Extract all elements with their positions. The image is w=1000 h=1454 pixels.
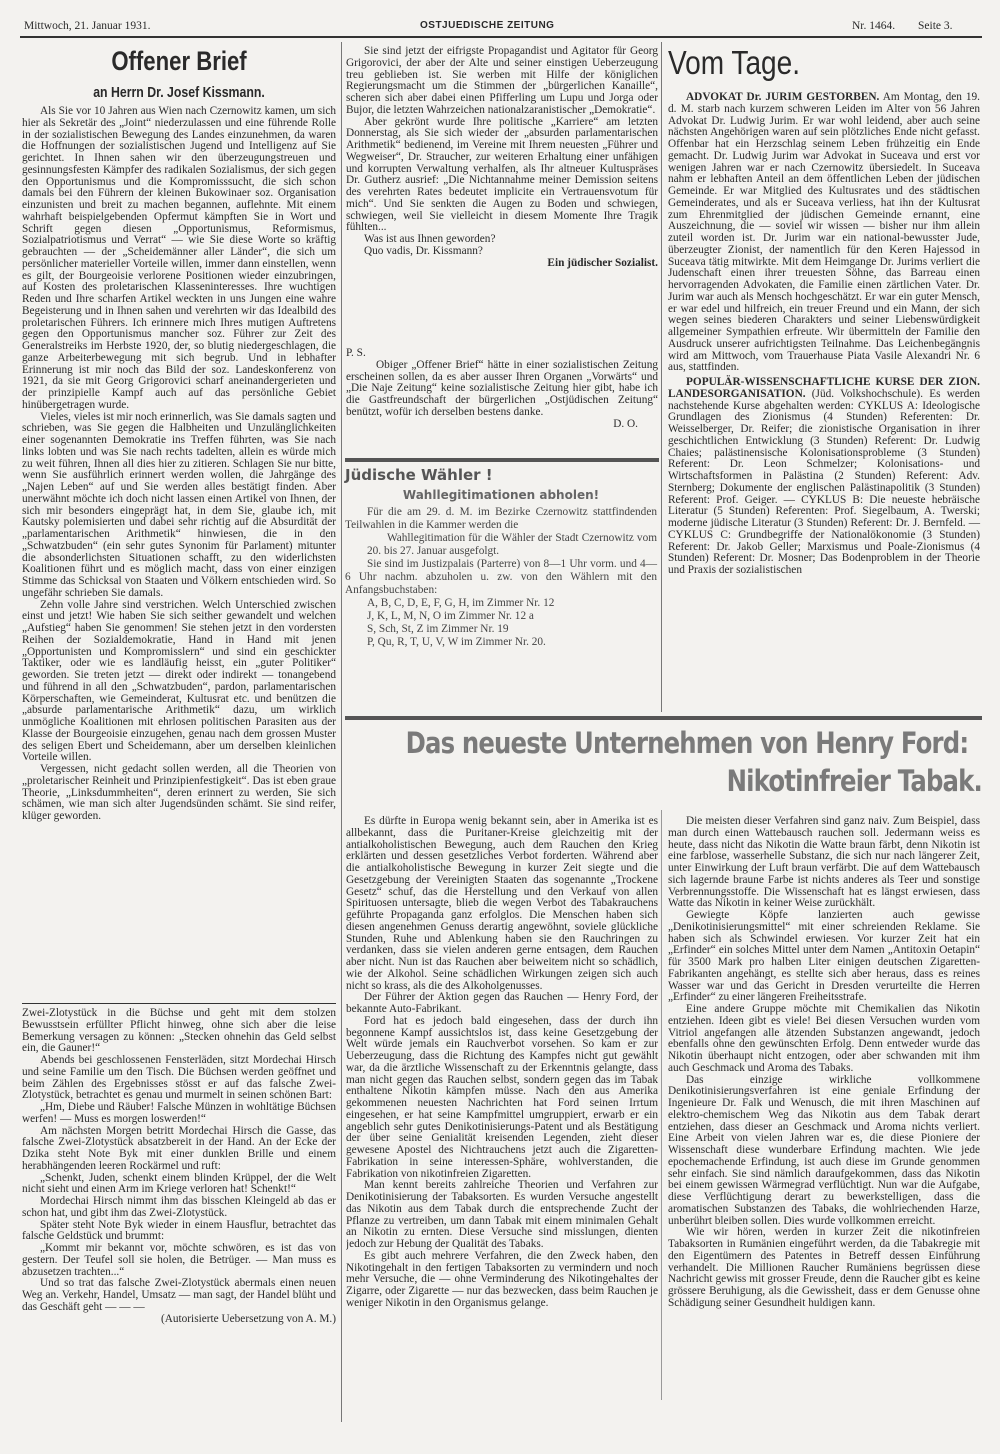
- paragraph: Abends bei geschlossenen Fensterläden, sitzt Mordechai Hirsch und seine Familie um den Tisch. Die Büchsen werden geöffnet und beim Zählen des Ergebnisses stösst er auf das falsche Zwei-Zlotystück, betrachtet es genau und murmelt in seinen schönen Bart:: [22, 1054, 336, 1102]
- paragraph: Es dürfte in Europa wenig bekannt sein, aber in Amerika ist es allbekannt, dass die Puritaner-Kreise gleichzeitig mit der antialkoholistischen Bewegung, auch dem Rauchen den Krieg erklärten und dessen gesetzliches Verbot forderten. Während aber die antialkoholistische Bewegung in kurzer Zeit siegte und die Gesetzgebung der Vereinigten Staaten das sogenannte „Trockene Gesetz“ schuf, das die Herstellung und den Verkauf von allen Spirituosen untersagte, blieb die wegen Verbot des Tabakrauchens geführte Propaganda ganz erfolglos. Die Menschen haben sich diesen angenehmen Genuss derartig angewöhnt, soviele glückliche Stunden, Ruhe und Ablenkung haben sie den Rauchringen zu verdanken, dass sie vielen anderen gerne entsagen, dem Rauchen aber nicht. Nun ist das Rauchen aber beiweitem nicht so schädlich, wie der Alkohol. Seine schädlichen Wirkungen zeigen sich auch nicht so krass, als die des Alkoholgenusses.: [346, 816, 658, 992]
- paragraph: Was ist aus Ihnen geworden?: [364, 233, 496, 245]
- paragraph: Der Führer der Aktion gegen das Rauchen — Henry Ford, der bekannte Auto-Fabrikant.: [346, 991, 658, 1015]
- room-assignment: J, K, L, M, N, O im Zimmer Nr. 12 a: [367, 610, 534, 622]
- ps-text: Obiger „Offener Brief“ hätte in einer sozialistischen Zeitung erscheinen sollen, da es aber ausser Ihren Organen „Vorwärts“ und „Die Naje Zeitung“ keine sozialistische Zeitung hier gibt, habe ich die Gastfreundschaft der bürgerlichen „Ostjüdischen Zeitung“ benützt, wofür ich derselben bestens danke.: [346, 358, 658, 418]
- ford-headline-line1: [352, 726, 982, 760]
- paragraph: Mordechai Hirsch nimmt ihm das bisschen Kleingeld ab das er schon hat, und gibt ihm das Zwei-Zlotystück.: [22, 1195, 336, 1219]
- ps-label: P. S.: [346, 348, 366, 359]
- news-item-obituary: [668, 92, 980, 374]
- section-rule: [345, 458, 659, 462]
- ford-headline-line2: [352, 764, 982, 798]
- paragraph: Und so trat das falsche Zwei-Zlotystück abermals einen neuen Weg an. Verkehr, Handel, Umsatz — man sagt, der Handel blüht und das Geschäft geht — — —: [22, 1277, 336, 1313]
- paragraph: Zwei-Zlotystück in die Büchse und geht mit dem stolzen Bewusstsein erfüllter Pflicht hinweg, ohne sich aber die leise Bemerkung versagen zu können: „Stecken ohnehin das Geld selbst ein, die Gauner!“: [22, 1008, 336, 1055]
- translation-credit: (Autorisierte Uebersetzung von A. M.): [160, 1312, 336, 1325]
- paragraph: Als Sie vor 10 Jahren aus Wien nach Czernowitz kamen, um sich hier als Sekretär des „Joint“ niederzulassen und eine führende Rolle in der sozialistischen Bewegung des Landes einzunehmen, da waren die Hoffnungen der sozialistischen Jugend und Intelligenz auf Sie gerichtet. In Ihnen sahen wir den überzeugungstreuen und gesinnungsfesten Kämpfer des radikalen Sozialismus, der sich gegen den Opportunismus und die Kompromisssucht, die sich schon damals bei den Führern der kleinen Bukowinaer soz. Organisation einzunisten und breit zu machen begannen, auflehnte. Mit einem wahrhaft beispielgebenden Opfermut kämpften Sie in Wort und Schrift gegen diesen „Opportunismus, Reformismus, Sozialpatriotismus und Verrat“ — wie Sie diese Worte so kräftig gebrauchten — der „Scheidemänner aller Länder“, die sich um persönlicher materieller Vorteile willen, immer dann einstellen, wenn es gilt, der Bourgeoisie verlorene Positionen wieder einzubringen, auf Kosten des proletarischen Klasseninteresses. Ihre wuchtigen Reden und Ihre scharfen Artikel weckten in uns Jungen eine wahre Begeisterung und in Ihnen sahen und verehrten wir das Idealbild des proletarischen Führers. Ich erinnere mich Ihres mutigen Auftretens gegen den Opportunismus mancher soz. Führer zur Zeit des Generalstreiks im Herbste 1920, der, so blutig niedergeschlagen, die ganze Arbeiterbewegung mit sich begrub. Und in lebhafter Erinnerung ist mir noch das Bild der soz. Landeskonferenz von 1921, da sie mit Georg Grigorovici scharf aneinandergerieten und der prinzipielle Kampf auch auf das persönliche Gebiet hinübergetragen wurde.: [22, 106, 336, 411]
- news-text: (Jüd. Volkshochschule). Es werden nachstehende Kurse abgehalten werden: CYKLUS A: Ideologische Grundlagen des Zionismus (4 Stunden) Referenten: Dr. Weisselberger, Dr. Reifer; die zionistische Organisation in ihrer geschichtlichen Entwicklung (3 Stunden) Referent: Dr. Ludwig Chaies; palästinensische Kolonisationsprobleme (3 Stunden) Referent: Dr. Leon Schmelzer; Kolonisations- und Wirtschaftsformen in Palästina (2 Stunden) Referent: Adv. Sternberg; Dokumente der englischen Palästinapolitik (3 Stunden) Referent: Prof. Geiger. — CYKLUS B: Die neueste hebräische Literatur (5 Stunden) Referenten: Prof. Siegelbaum, A. Twerski; moderne jüdische Literatur (3 Stunden) Referent: Dr. J. Bernfeld. — CYKLUS C: Grundbegriffe der Nationalökonomie (3 Stunden) Referent: Dr. Jakob Geller; Marxismus und Poale-Zionismus (4 Stunden) Referent: Dr. Mosner; Das Bodenproblem in der Theorie und Praxis der sozialistischen: [668, 387, 980, 576]
- room-assignment: P, Qu, R, T, U, V, W im Zimmer Nr. 20.: [367, 636, 546, 648]
- room-assignment: S, Sch, St, Z im Zimmer Nr. 19: [367, 623, 509, 635]
- room-assignment: A, B, C, D, E, F, G, H, im Zimmer Nr. 12: [367, 597, 555, 609]
- ford-article-right: [668, 816, 980, 1401]
- letter-postscript: [346, 348, 658, 456]
- page-number: Seite 3.: [918, 20, 953, 32]
- letter-body-middle: [346, 46, 658, 346]
- paragraph: „Kommt mir bekannt vor, möchte schwören, es ist das von gestern. Der Teufel soll sie holen, die Betrüger. — Man muss es abzusetzen trachten...“: [22, 1242, 336, 1278]
- news-text: Am Montag, den 19. d. M. starb nach kurzem schweren Leiden im Alter von 56 Jahren Advokat Dr. Ludwig Jurim. Er war wohl leidend, aber auch seine nächsten Angehörigen waren auf sein plötzliches Ende nicht gefasst. Offenbar hat ein Herzschlag seinem Leben frühzeitig ein Ende gemacht. Dr. Ludwig Jurim war Advokat in Suceava und erst vor wenigen Jahren war er nach Czernowitz übersiedelt. In Suceava nahm er lebhaften Anteil an dem öffentlichen Leben der jüdischen Gemeinde. Er war Mitglied des Kultusrates und des städtischen Gemeinderates, und als er Suceava verliess, hat ihn der Kultusrat zum Ehrenmitglied der jüdischen Gemeinde ernannt, eine Auszeichnung, die — soviel wir wissen — bisher nur ihm allein zuteil worden ist. Dr. Jurim war ein national-bewusster Jude, überzeugter Zionist, der namentlich für den Keren Hajessod in Suceava tätig mitwirkte. Mit dem Heimgange Dr. Jurims verliert die Judenschaft einen ihrer treuesten Söhne, das Barreau einen hervorragenden Advokaten, die Familie einen zärtlichen Vater. Dr. Jurim war auch als Mensch hochgeschätzt. Er war ein guter Mensch, er war edel und hilfreich, ein treuer Freund und ein Mann, der sich wegen seines biederen Charakters und seiner Liebenswürdigkeit allgemeiner Sympathien erfreute. Wir übermitteln der Familie den Ausdruck unserer aufrichtigsten Teilnahme. Das Leichenbegängnis wird am Mittwoch, vom Trauerhause Piata Vasile Alexandri Nr. 6 aus, stattfinden.: [668, 91, 980, 374]
- notice-text: Wahllegitimation für die Wähler der Stadt Czernowitz vom 20. bis 27. Januar ausgefolgt.: [367, 532, 657, 557]
- paragraph: Man kennt bereits zahlreiche Theorien und Verfahren zur Denikotinisierung der Tabaksorten. Es wurden Versuche angestellt das Nikotin aus dem Tabak durch die entsprechende Zucht der Pflanze zu vertreiben, um dann Tabak mit einem minimalen Gehalt an Nikotin zu ernten. Diese Versuche sind misslungen, dienten jedoch zur Hebung der Qualität des Tabaks.: [346, 1179, 658, 1250]
- section-rule: [22, 1003, 336, 1004]
- paragraph: Wie wir hören, werden in kurzer Zeit die nikotinfreien Tabaksorten in Rumänien eingeführt werden, da die Tabakregie mit den Eigentümern des Patentes in Betreff dessen Einführung verhandelt. Die Millionen Raucher Rumäniens begrüssen diese Nachricht gewiss mit grosser Freude, denn die Raucher gibt es keine grössere Beruhigung, als die Gewissheit, dass er dem Genusse ohne Schädigung seiner Gesundheit huldigen kann.: [668, 1226, 980, 1309]
- header-rule: [20, 36, 982, 38]
- voter-notice: [345, 466, 657, 712]
- paragraph: Am nächsten Morgen betritt Mordechai Hirsch die Gasse, das falsche Zwei-Zlotystück absatzbereit in der Hand. An der Ecke der Dzika steht Note Byk mit einer dunklen Brille und einem herabhängenden leeren Rockärmel und ruft:: [22, 1124, 336, 1172]
- news-lead: POPULÄR-WISSENSCHAFTLICHE KURSE DER ZION. LANDESORGANISATION.: [668, 376, 980, 400]
- paragraph: Ford hat es jedoch bald eingesehen, dass der durch ihn begonnene Kampf aussichtslos ist, dass keine Gesetzgebung der Welt würde jemals ein Rauchverbot vorsehen. So kam er zur Ueberzeugung, dass die Richtung des Kampfes nicht gut gewählt war, da die ärztliche Wissenschaft zu der Erkenntnis gelangte, dass man nicht gegen das Rauchen selbst, sondern gegen das im Tabak enthaltene Nikotin kämpfen müsse. Nach den aus Amerika gekommenen neuesten Nachrichten hat Ford seinen Irrtum eingesehen, er hat seine Kampfmittel umgruppiert, erwarb er ein angeblich sehr gutes Denikotinisierungs-Patent und als Bestätigung der über seine Genialität kreisenden Legenden, zieht dieser gewesene Apostel des Nichtrauchens jetzt auch die Zigaretten-Fabrikation in seine interessen-Sphäre, wohlverstanden, die Fabrikation von nikotinfreien Zigaretten.: [346, 1014, 658, 1180]
- paragraph: Gewiegte Köpfe lanzierten auch gewisse „Denikotinisierungsmittel“ mit einer schreienden Reklame. Sie haben sich als Schwindel erwiesen. Vor kurzer Zeit hat ein „Erfinder“ ein solches Mittel unter dem Namen „Antitoxin Oetapin“ für 3500 Mark pro halben Liter einigen deutschen Zigaretten-Fabrikanten angehängt, es stellte sich aber heraus, dass es reines Wasser war und das Gericht in Dresden verurteilte die Herren „Erfinder“ zu einer längeren Freiheitsstrafe.: [668, 909, 980, 1004]
- newspaper-name: OSTJUEDISCHE ZEITUNG: [420, 20, 555, 31]
- ford-article-left: [346, 816, 658, 1401]
- news-item-courses: [668, 377, 980, 577]
- notice-text: Für die am 29. d. M. im Bezirke Czernowitz stattfindenden Teilwahlen in die Kammer werden die: [345, 506, 657, 531]
- paragraph: Quo vadis, Dr. Kissmann?: [364, 244, 483, 257]
- news-column: [668, 92, 980, 580]
- section-rule: [345, 716, 982, 720]
- headline-text: Nikotinfreier Tabak.: [726, 764, 982, 798]
- issue-number: Nr. 1464.: [852, 20, 896, 32]
- paragraph: Später steht Note Byk wieder in einem Hausflur, betrachtet das falsche Geldstück und brummt:: [22, 1218, 336, 1243]
- paragraph: „Schenkt, Juden, schenkt einem blinden Krüppel, der die Welt nicht sieht und einen Arm im Kriege verloren hat! Schenkt!“: [22, 1171, 336, 1196]
- notice-text: Sie sind im Justizpalais (Parterre) von 8—1 Uhr vorm. und 4—6 Uhr nachm. abzuholen u. zw. von den Wählern mit den Anfangsbuchstaben:: [345, 558, 657, 596]
- letter-subtitle: an Herrn Dr. Josef Kissmann.: [93, 84, 265, 101]
- paragraph: Das einzige wirkliche vollkommene Denikotinisierungsverfahren ist eine geniale Erfindung der Ingenieure Dr. Falk und Wenusch, die mit ihren Maschinen auf elektro-chemischem Weg das Nikotin aus dem Tabak derart entziehen, dass dieser an Geschmack und Aroma nichts verliert. Eine Arbeit von vielen Jahren war es, die diese Pioniere der Wissenschaft diese wunderbare Erfindung machten. Wie jede epochemachende Erfindung, ist auch diese im Grunde genommen sehr einfach. Sie sind nämlich daraufgekommen, dass das Nikotin bei einem gewissen Wärmegrad verflüchtigt. Nun war die Aufgabe, diese Verflüchtigung derart zu bewerkstelligen, dass die aromatischen Substanzen des Tabaks, die wohlriechenden Harze, unberührt bleiben sollen. Dies wurde vollkommen erreicht.: [668, 1073, 980, 1227]
- paragraph: „Hm, Diebe und Räuber! Falsche Münzen in wohltätige Büchsen werfen! — Muss es morgen loswerden!“: [22, 1101, 336, 1125]
- column-rule: [341, 42, 342, 1422]
- letter-signature: Ein jüdischer Sozialist.: [547, 256, 658, 269]
- letter-title: Offener Brief: [111, 46, 247, 76]
- issue-date: Mittwoch, 21. Januar 1931.: [24, 20, 151, 32]
- news-lead: ADVOKAT Dr. JURIM GESTORBEN.: [686, 91, 880, 103]
- news-section-title: Vom Tage.: [668, 44, 801, 81]
- letter-body-left: [22, 106, 336, 1001]
- paragraph: Zehn volle Jahre sind verstrichen. Welch Unterschied zwischen einst und jetzt! Wie haben Sie sich seither gewandelt und welchen „Aufstieg“ haben Sie genommen! Sie stehen jetzt in den vordersten Reihen der Sozialdemokratie, Hand in Hand mit jenen „Opportunisten und Kompromisslern“ und sind ein geschickter Taktiker, oder wie es landläufig heisst, ein „guter Politiker“ geworden. Sie treten jetzt — direkt oder indirekt — tonangebend und führend in all den „Schwatzbuden“, pardon, parlamentarischen Körperschaften, wie Gemeinderat, Kultusrat etc. und benützen die „absurde parlamentarische Arithmetik“ dazu, um wirklich unmögliche Koalitionen mit ehrlosen politischen Parasiten aus der Klasse der Bourgeoisie einzugehen, genau nach dem grossen Muster des seligen Ebert und Scheidemann, aber um derselben kleinlichen Vorteile willen.: [22, 598, 336, 764]
- column-rule: [661, 810, 662, 1400]
- ps-signature: D. O.: [613, 417, 638, 430]
- paragraph: Es gibt auch mehrere Verfahren, die den Zweck haben, den Nikotingehalt in den fertigen Tabaksorten zu vermindern und noch mehr Versuche, die — ohne Verminderung des Nikotingehaltes der Zigarre, oder Zigarette — nur das bezwecken, dass beim Rauchen je weniger Nikotin in den Organismus gelange.: [346, 1249, 658, 1309]
- paragraph: Eine andere Gruppe möchte mit Chemikalien das Nikotin entziehen. Ideen gibt es viele! Bei diesen Versuchen wurden vom Vitriol angefangen alle ätzenden Substanzen angewandt, jedoch ebenfalls ohne den gewünschten Erfolg. Denn entweder wurde das Nikotin überhaupt nicht entzogen, oder aber schwanden mit ihm auch Geschmack und Aroma des Tabaks.: [668, 1003, 980, 1074]
- notice-subtitle: Wahllegitimationen abholen!: [402, 488, 600, 502]
- paragraph: Sie sind jetzt der eifrigste Propagandist und Agitator für Georg Grigorovici, der aber der Alte und seiner einstigen Ueberzeugung treu geblieben ist. Sie werben mit Hilfe der königlichen Regierungsmacht um die Stimmen der „bürgerlichen Kanaille“, scheren sich aber dabei einen Pfifferling um Lupu und Jorga oder Bujor, die letzten Wahrzeichen nationalzaranistischer „Demokratie“.: [346, 46, 658, 116]
- paragraph: Die meisten dieser Verfahren sind ganz naiv. Zum Beispiel, dass man durch einen Wattebausch rauchen soll. Jedermann weiss es heute, dass nicht das Nikotin die Watte braun färbt, denn Nikotin ist eine farblose, wasserhelle Substanz, die sich nur nach längerer Zeit, unter Einwirkung der Luft braun verfärbt. Die auf dem Wattebausch sich lagernde braune Farbe ist nichts anderes als Teer und sonstige Verbrennungsstoffe. Die Wissenschaft hat es längst erwiesen, dass Watte das Nikotin in keiner Weise zurückhält.: [668, 816, 980, 910]
- paragraph: Aber gekrönt wurde Ihre politische „Karriere“ am letzten Donnerstag, als Sie sich wieder der „absurden parlamentarischen Arithmetik“ bedienend, im Vereine mit Ihrem neuesten „Führer und Wegweiser“, Dr. Straucher, zur weiteren Erhaltung einer unfähigen und korrupten Verwaltung verhalfen, als Ihr altneuer Kultuspräses Dr. Gutherz ausrief: „Die Nichtannahme meiner Demission seitens des verehrten Rates bedeutet implicite ein Vertrauensvotum für mich“. Und Sie senkten die Augen zu Boden und schwiegen, schwiegen, weil Sie vielleicht in diesem Momente Ihre Tragik fühlten...: [346, 115, 658, 234]
- notice-title: Jüdische Wähler !: [345, 466, 493, 484]
- story-continuation: [22, 1008, 336, 1428]
- headline-text: Das neueste Unternehmen von Henry Ford:: [405, 726, 969, 760]
- paragraph: Vergessen, nicht gedacht sollen werden, all die Theorien von „proletarischer Reinheit und Prinzipienfestigkeit“. Das ist eben graue Theorie, „Linksdummheiten“, deren erinnert zu werden, Sie sich schämen, wie man sich alter Jugendsünden schämt. Sie sind reifer, klüger geworden.: [22, 763, 336, 822]
- column-rule: [661, 42, 662, 712]
- paragraph: Vieles, vieles ist mir noch erinnerlich, was Sie damals sagten und schrieben, was Sie gegen die Halbheiten und Unzulänglichkeiten einer sogenannten Demokratie ins Treffen führten, was Sie nach links lobten und was Sie nach rechts tadelten, allein es würde mich zu weit führen, Ihnen all dies hier zu zitieren. Schlagen Sie nur bitte, wenn Sie ausführlich erinnert werden wollen, die Jahrgänge des „Najen Leben“ auf und Sie werden alles bestätigt finden. Aber unerwähnt möchte ich doch nicht lassen einen Artikel von Ihnen, der sich mir besonders eingeprägt hat, in dem Sie, glaube ich, mit Kautsky polemisierten und dabei sehr richtig auf die Absurdität der „parlamentarischen Arithmetik“ hinwiesen, die in den „Schwatzbuden“ (ein sehr gutes Synonim für Parlament) mitunter die absonderlichsten Situationen schafft, zu den widerlichsten Koalitionen führt und es möglich macht, dass von einer einzigen Stimme das Schicksal von Staaten und Völkern entschieden wird. So ungefähr schrieben Sie damals.: [22, 410, 336, 599]
